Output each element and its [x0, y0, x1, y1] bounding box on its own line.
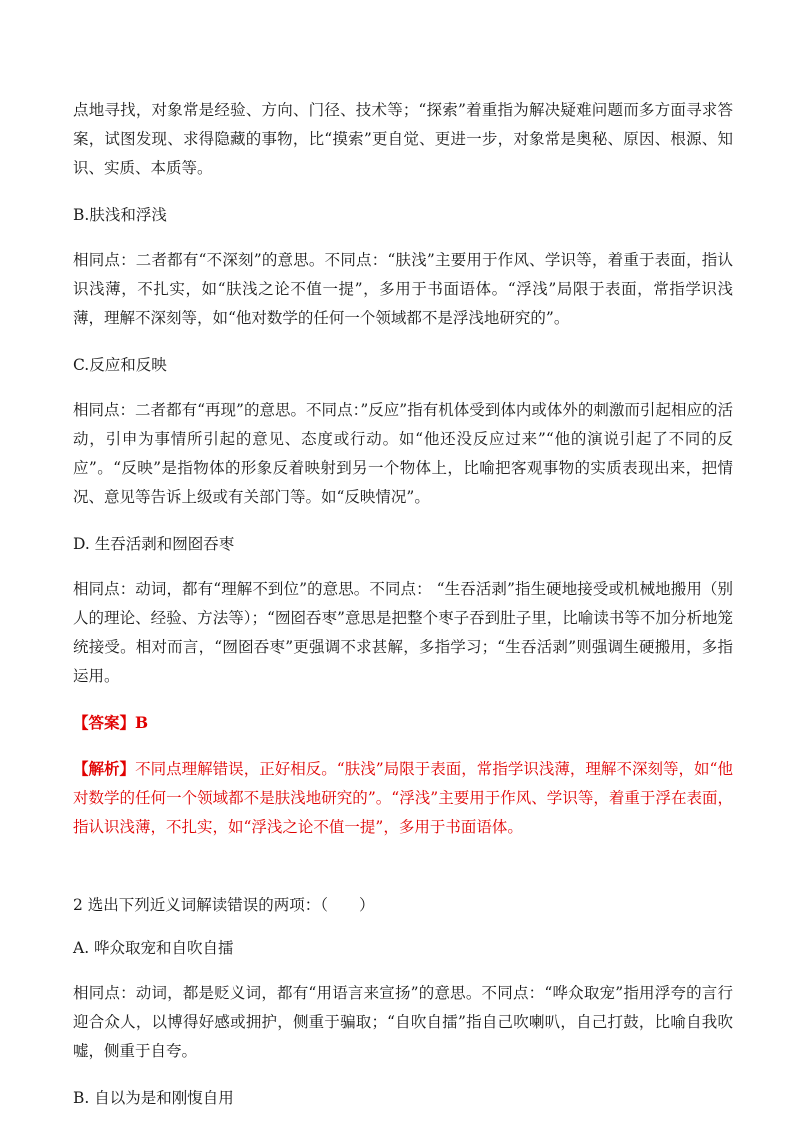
- option-b-label: B.肤浅和浮浅: [73, 206, 167, 224]
- q2-option-a-label: A. 哗众取宠和自吹自擂: [73, 939, 234, 957]
- paragraph-intro: 点地寻找，对象常是经验、方向、门径、技术等；“探索”着重指为解决疑难问题而多方面寻求答案，试图发现、求得隐藏的事物，比“摸索”更自觉、更进一步，对象常是奥秘、原因、根源、知识、实质、本质等。: [73, 101, 733, 177]
- analysis-tag: 【解析】: [73, 759, 136, 778]
- option-d-label: D. 生吞活剥和囫囵吞枣: [73, 535, 235, 553]
- analysis-paragraph: [73, 754, 733, 842]
- question-2-title: 2 选出下列近义词解读错误的两项：（ ）: [73, 896, 375, 914]
- option-c-label: C.反应和反映: [73, 356, 167, 374]
- option-b-text: 相同点：二者都有“不深刻”的意思。不同点：“肤浅”主要用于作风、学识等，着重于表面，指认识浅薄，不扎实，如“肤浅之论不值一提”，多用于书面语体。“浮浅”局限于表面，常指学识浅薄，理解不深刻等，如“他对数学的任何一个领域都不是浮浅地研究的”。: [73, 251, 733, 327]
- answer-tag: 【答案】: [73, 713, 136, 732]
- option-d-text: 相同点：动词，都有“理解不到位”的意思。不同点： “生吞活剥”指生硬地接受或机械地搬用（别人的理论、经验、方法等）；“囫囵吞枣”意思是把整个枣子吞到肚子里，比喻读书等不加分析地笼统接受。相对而言，“囫囵吞枣”更强调不求甚解，多指学习；“生吞活剥”则强调生硬搬用，多指运用。: [73, 580, 733, 685]
- answer-value: B: [135, 713, 149, 732]
- q2-option-b-label: B. 自以为是和刚愎自用: [73, 1089, 234, 1107]
- analysis-text: 不同点理解错误，正好相反。“肤浅”局限于表面，常指学识浅薄，理解不深刻等，如“他对数学的任何一个领域都不是肤浅地研究的”。“浮浅”主要用于作风、学识等，着重于浮在表面，指认识浅薄，不扎实，如“浮浅之论不值一提”，多用于书面语体。: [73, 760, 733, 836]
- option-c-text: 相同点：二者都有“再现”的意思。不同点：”反应”指有机体受到体内或体外的刺激而引起相应的活动，引申为事情所引起的意见、态度或行动。如“他还没反应过来”“他的演说引起了不同的反应”。“反映”是指物体的形象反着映射到另一个物体上，比喻把客观事物的实质表现出来，把情况、意见等告诉上级或有关部门等。如“反映情况”。: [73, 401, 733, 506]
- document-page: [73, 96, 733, 1109]
- q2-option-a-text: 相同点：动词，都是贬义词，都有“用语言来宣扬”的意思。不同点：“哗众取宠”指用浮夸的言行迎合众人，以博得好感或拥护，侧重于骗取；“自吹自擂”指自己吹喇叭，自己打鼓，比喻自我吹嘘，侧重于自夸。: [73, 984, 733, 1060]
- answer-line: [73, 712, 733, 734]
